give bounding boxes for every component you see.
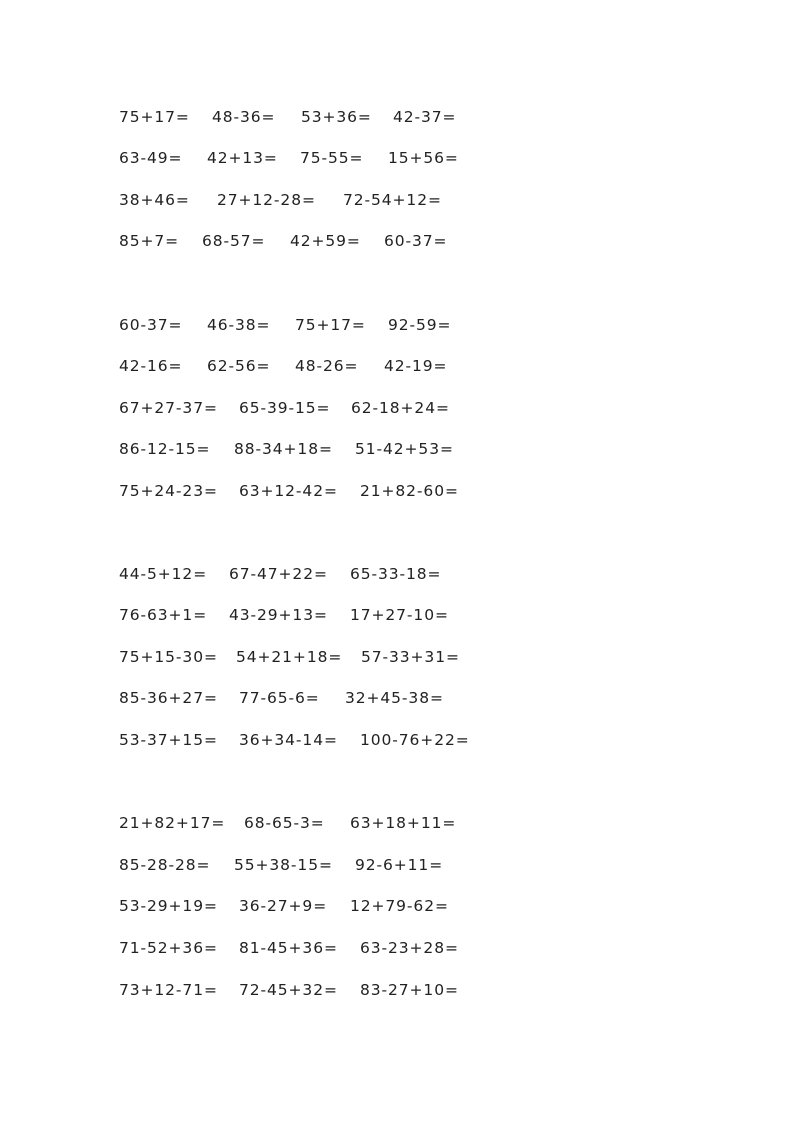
problem-row xyxy=(0,686,793,710)
problem: 38+46= xyxy=(119,191,190,209)
problem: 75+17= xyxy=(119,108,190,126)
problem: 32+45-38= xyxy=(345,689,444,707)
problem: 92-59= xyxy=(388,316,452,334)
problem: 76-63+1= xyxy=(119,606,208,624)
problem: 71-52+36= xyxy=(119,939,218,957)
problem: 36-27+9= xyxy=(239,897,328,915)
problem: 60-37= xyxy=(119,316,183,334)
problem: 62-18+24= xyxy=(351,399,450,417)
problem: 88-34+18= xyxy=(234,440,333,458)
problem-row xyxy=(0,188,793,212)
problem: 48-36= xyxy=(212,108,276,126)
problem: 36+34-14= xyxy=(239,731,338,749)
problem: 77-65-6= xyxy=(239,689,320,707)
problem: 63+12-42= xyxy=(239,482,338,500)
problem: 73+12-71= xyxy=(119,981,218,999)
problem-row xyxy=(0,936,793,960)
problem: 12+79-62= xyxy=(350,897,449,915)
problem-row xyxy=(0,229,793,253)
problem: 81-45+36= xyxy=(239,939,338,957)
problem: 42-16= xyxy=(119,357,183,375)
problem: 42-19= xyxy=(384,357,448,375)
problem: 54+21+18= xyxy=(236,648,343,666)
problem: 92-6+11= xyxy=(355,856,444,874)
problem: 62-56= xyxy=(207,357,271,375)
problem: 53-29+19= xyxy=(119,897,218,915)
problem: 65-39-15= xyxy=(239,399,331,417)
problem: 67+27-37= xyxy=(119,399,218,417)
problem: 53+36= xyxy=(301,108,372,126)
problem: 42+59= xyxy=(290,232,361,250)
problem: 75+15-30= xyxy=(119,648,218,666)
problem: 86-12-15= xyxy=(119,440,211,458)
problem: 57-33+31= xyxy=(361,648,460,666)
problem: 43-29+13= xyxy=(229,606,328,624)
problem: 63+18+11= xyxy=(350,814,457,832)
problem: 65-33-18= xyxy=(350,565,442,583)
problem-row xyxy=(0,978,793,1002)
problem: 27+12-28= xyxy=(217,191,316,209)
problem: 63-49= xyxy=(119,149,183,167)
problem: 55+38-15= xyxy=(234,856,333,874)
problem: 42-37= xyxy=(393,108,457,126)
problem-row xyxy=(0,562,793,586)
problem: 17+27-10= xyxy=(350,606,449,624)
problem-row xyxy=(0,811,793,835)
problem: 44-5+12= xyxy=(119,565,208,583)
problem: 48-26= xyxy=(295,357,359,375)
problem: 63-23+28= xyxy=(360,939,459,957)
problem: 51-42+53= xyxy=(355,440,454,458)
problem-row xyxy=(0,479,793,503)
problem-row xyxy=(0,146,793,170)
problem: 72-54+12= xyxy=(343,191,442,209)
problem-row xyxy=(0,603,793,627)
problem: 75+17= xyxy=(295,316,366,334)
problem: 75+24-23= xyxy=(119,482,218,500)
problem-row xyxy=(0,728,793,752)
problem-row xyxy=(0,894,793,918)
problem: 53-37+15= xyxy=(119,731,218,749)
problem: 85-36+27= xyxy=(119,689,218,707)
problem: 60-37= xyxy=(384,232,448,250)
problem-row xyxy=(0,645,793,669)
problem-row xyxy=(0,105,793,129)
problem: 100-76+22= xyxy=(360,731,470,749)
problem: 21+82+17= xyxy=(119,814,226,832)
problem-row xyxy=(0,354,793,378)
problem: 72-45+32= xyxy=(239,981,338,999)
problem: 85+7= xyxy=(119,232,180,250)
problem-row xyxy=(0,853,793,877)
problem: 46-38= xyxy=(207,316,271,334)
problem: 83-27+10= xyxy=(360,981,459,999)
problem: 42+13= xyxy=(207,149,278,167)
problem: 21+82-60= xyxy=(360,482,459,500)
problem-row xyxy=(0,396,793,420)
problem-row xyxy=(0,437,793,461)
problem: 67-47+22= xyxy=(229,565,328,583)
problem: 68-65-3= xyxy=(244,814,325,832)
problem-row xyxy=(0,313,793,337)
problem: 85-28-28= xyxy=(119,856,211,874)
problem: 15+56= xyxy=(388,149,459,167)
problem: 68-57= xyxy=(202,232,266,250)
problem: 75-55= xyxy=(300,149,364,167)
